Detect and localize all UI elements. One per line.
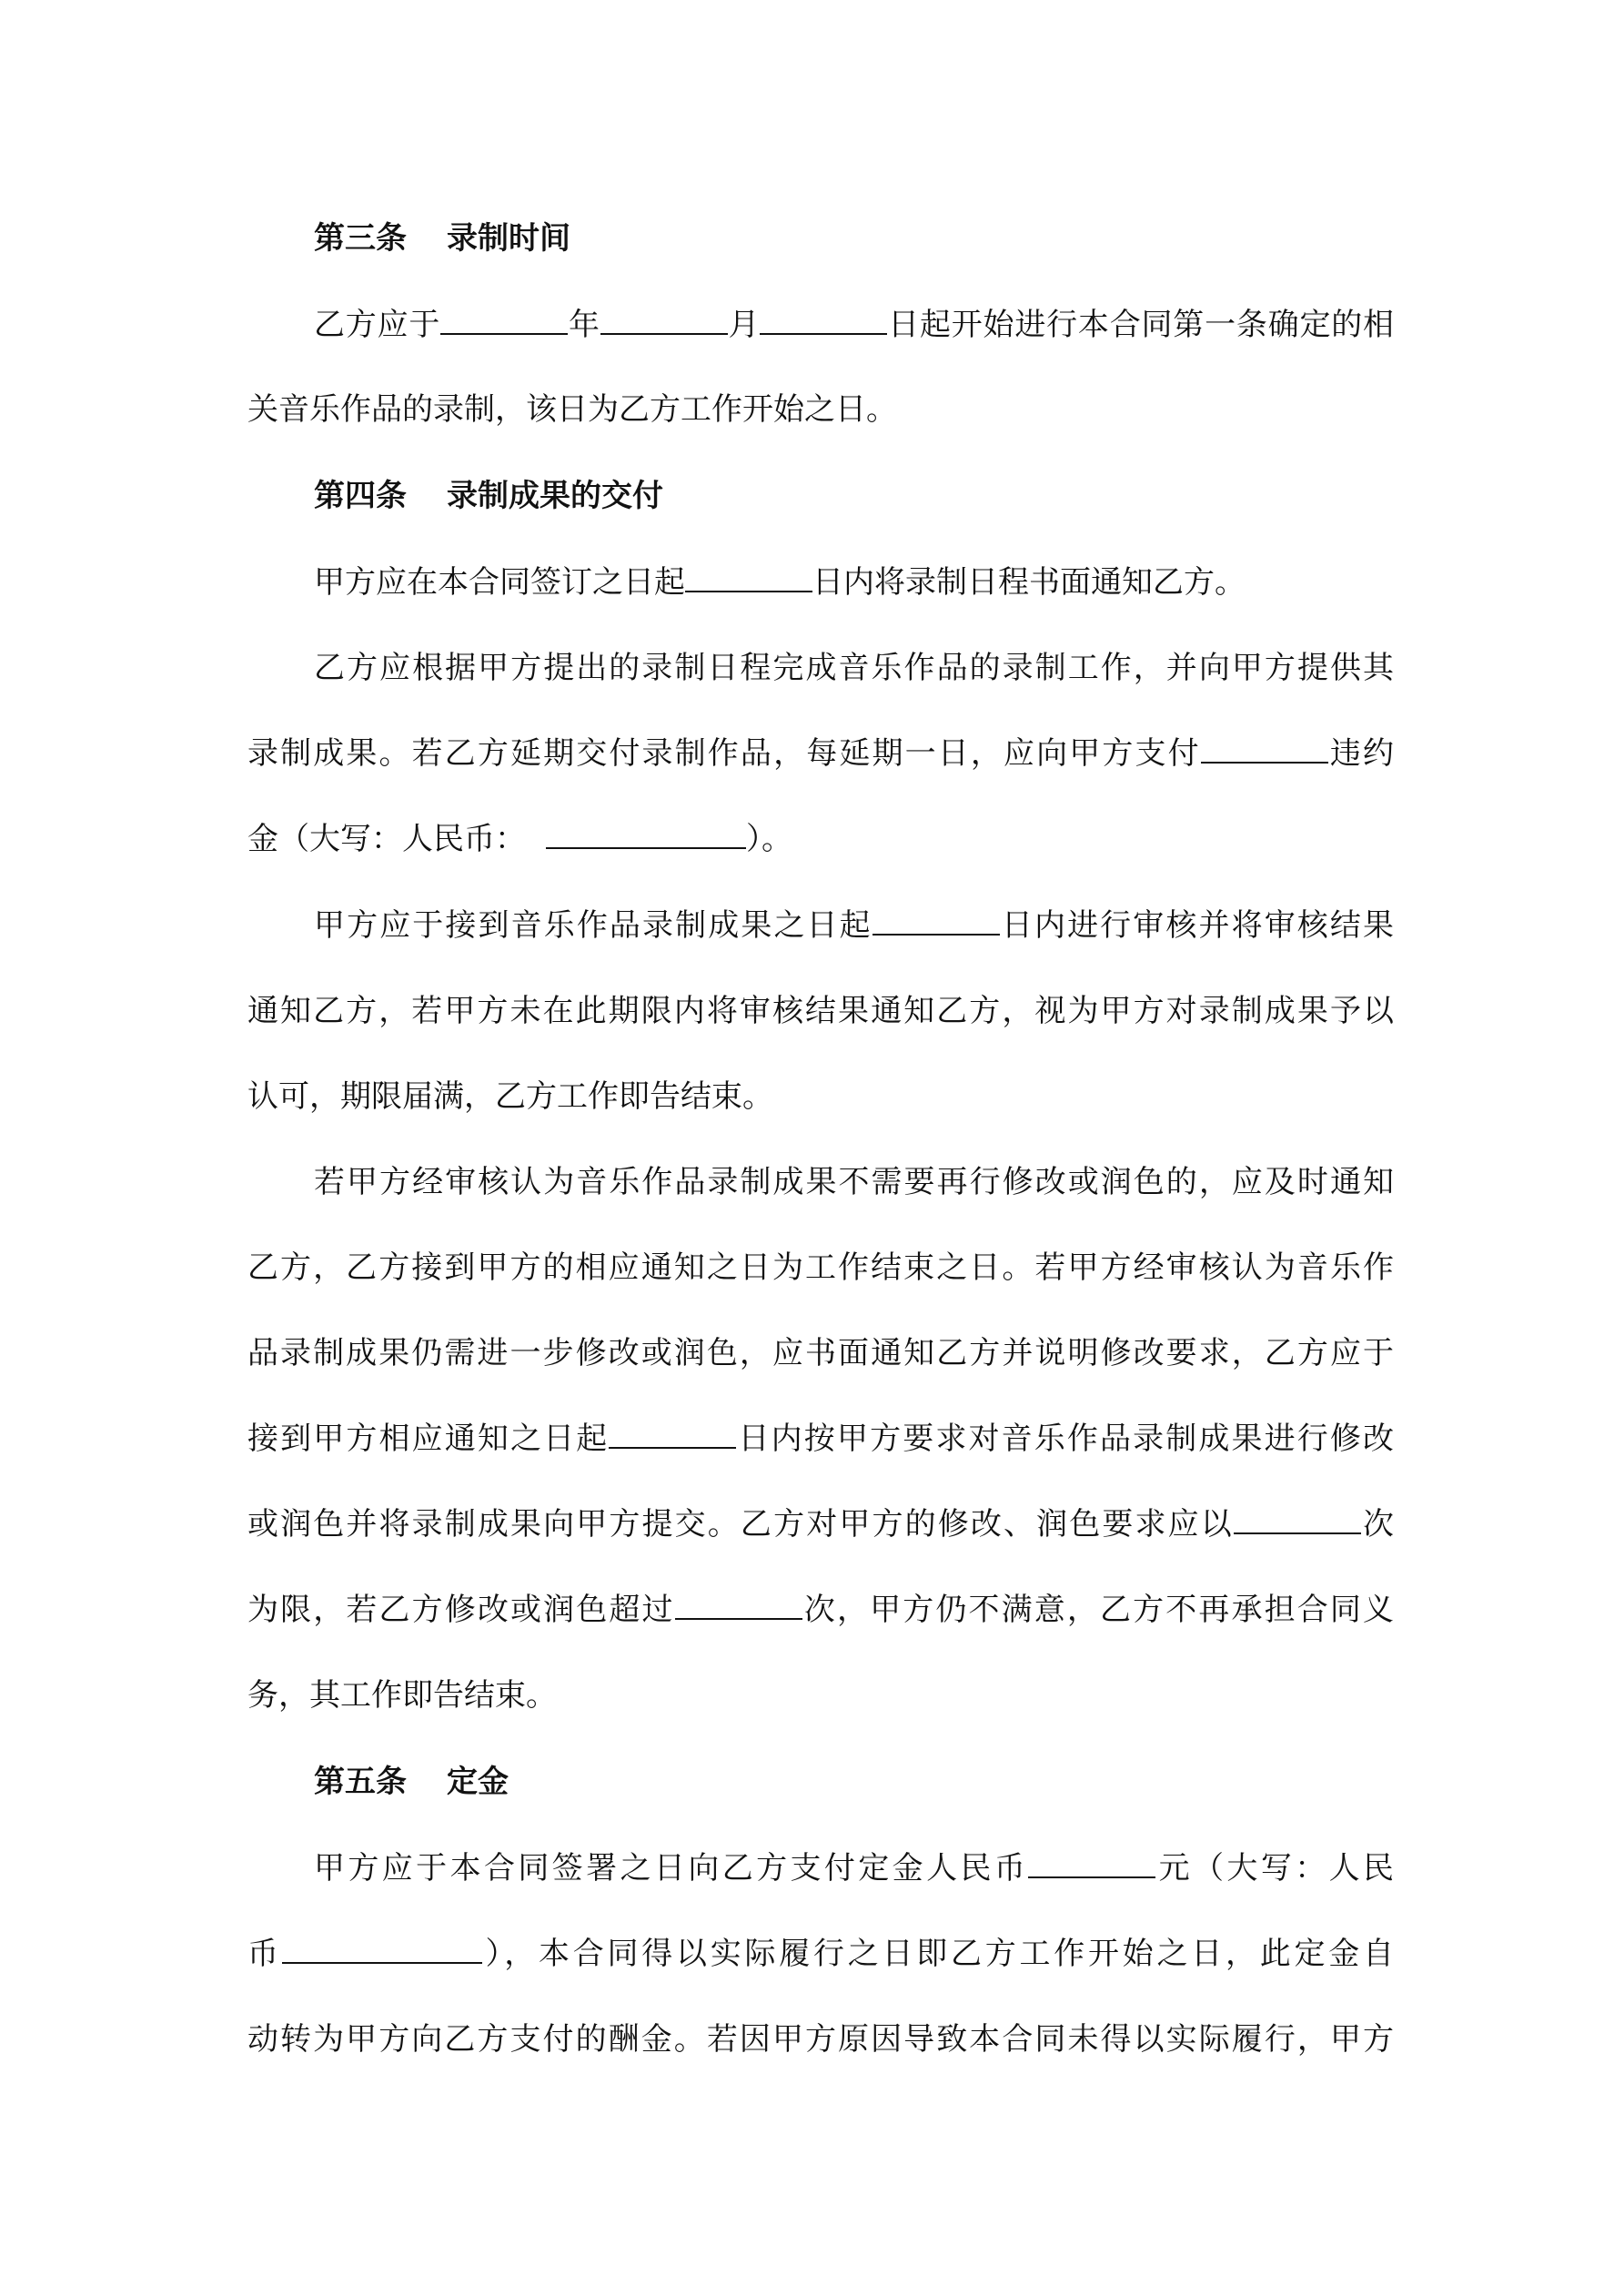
article-5-para-1-line-3: 动转为甲方向乙方支付的酬金。若因甲方原因导致本合同未得以实际履行，甲方: [247, 2021, 1394, 2058]
blank-year: [440, 306, 568, 335]
article-4-para-4-line-1: 若甲方经审核认为音乐作品录制成果不需要再行修改或润色的，应及时通知: [314, 1164, 1394, 1200]
blank-review-days: [873, 906, 1000, 936]
blank-day: [760, 306, 887, 335]
article-4-para-4-line-5: 或润色并将录制成果向甲方提交。乙方对甲方的修改、润色要求应以 次: [247, 1506, 1394, 1542]
article-5-number: 第五条: [314, 1764, 407, 1800]
blank-deposit-uppercase: [282, 1935, 482, 1964]
article-4-number: 第四条: [314, 478, 407, 514]
article-5-para-1-line-1: 甲方应于本合同签署之日向乙方支付定金人民币 元（大写：人民: [314, 1850, 1394, 1886]
article-4-para-3-line-1: 甲方应于接到音乐作品录制成果之日起 日内进行审核并将审核结果: [314, 907, 1394, 944]
article-4-para-4-line-2: 乙方，乙方接到甲方的相应通知之日为工作结束之日。若甲方经审核认为音乐作: [247, 1249, 1394, 1286]
blank-penalty-uppercase: [546, 820, 746, 849]
article-5-para-1-line-2: 币 ），本合同得以实际履行之日即乙方工作开始之日，此定金自: [247, 1936, 1394, 1972]
article-4-para-4-line-3: 品录制成果仍需进一步修改或润色，应书面通知乙方并说明修改要求，乙方应于: [247, 1335, 1394, 1371]
article-3-title: 录制时间: [447, 220, 570, 257]
blank-revision-exceed: [675, 1591, 802, 1620]
article-4-para-2-line-2: 录制成果。若乙方延期交付录制作品，每延期一日，应向甲方支付 违约: [247, 735, 1394, 772]
article-5-heading: [314, 1760, 1460, 1804]
blank-revision-limit: [1234, 1505, 1361, 1534]
article-4-para-3-line-2: 通知乙方，若甲方未在此期限内将审核结果通知乙方，视为甲方对录制成果予以: [247, 993, 1394, 1029]
blank-revision-days: [609, 1420, 736, 1449]
article-4-para-3-line-3: 认可，期限届满，乙方工作即告结束。: [247, 1078, 773, 1115]
article-3-line-1: 乙方应于 年 月 日起开始进行本合同第一条确定的相: [314, 307, 1394, 343]
blank-deposit-amount: [1028, 1849, 1155, 1878]
blank-notify-days: [685, 563, 812, 592]
article-4-para-4-line-4: 接到甲方相应通知之日起 日内按甲方要求对音乐作品录制成果进行修改: [247, 1421, 1394, 1457]
article-4-para-2-line-1: 乙方应根据甲方提出的录制日程完成音乐作品的录制工作，并向甲方提供其: [314, 650, 1394, 686]
article-5-title: 定金: [447, 1764, 509, 1800]
article-4-heading: [314, 474, 1460, 518]
article-3-heading: [314, 217, 1460, 260]
article-4-para-1: 甲方应在本合同签订之日起 日内将录制日程书面通知乙方。: [314, 564, 1246, 601]
article-3-line-2: 关音乐作品的录制，该日为乙方工作开始之日。: [247, 391, 897, 428]
blank-penalty: [1201, 734, 1328, 764]
article-4-title: 录制成果的交付: [447, 478, 663, 514]
article-4-para-2-line-3: 金（大写：人民币： ）。: [247, 821, 792, 857]
article-3-number: 第三条: [314, 220, 407, 257]
article-4-para-4-line-7: 务，其工作即告结束。: [247, 1677, 557, 1714]
article-4-para-4-line-6: 为限，若乙方修改或润色超过 次，甲方仍不满意，乙方不再承担合同义: [247, 1592, 1394, 1628]
blank-month: [600, 306, 728, 335]
